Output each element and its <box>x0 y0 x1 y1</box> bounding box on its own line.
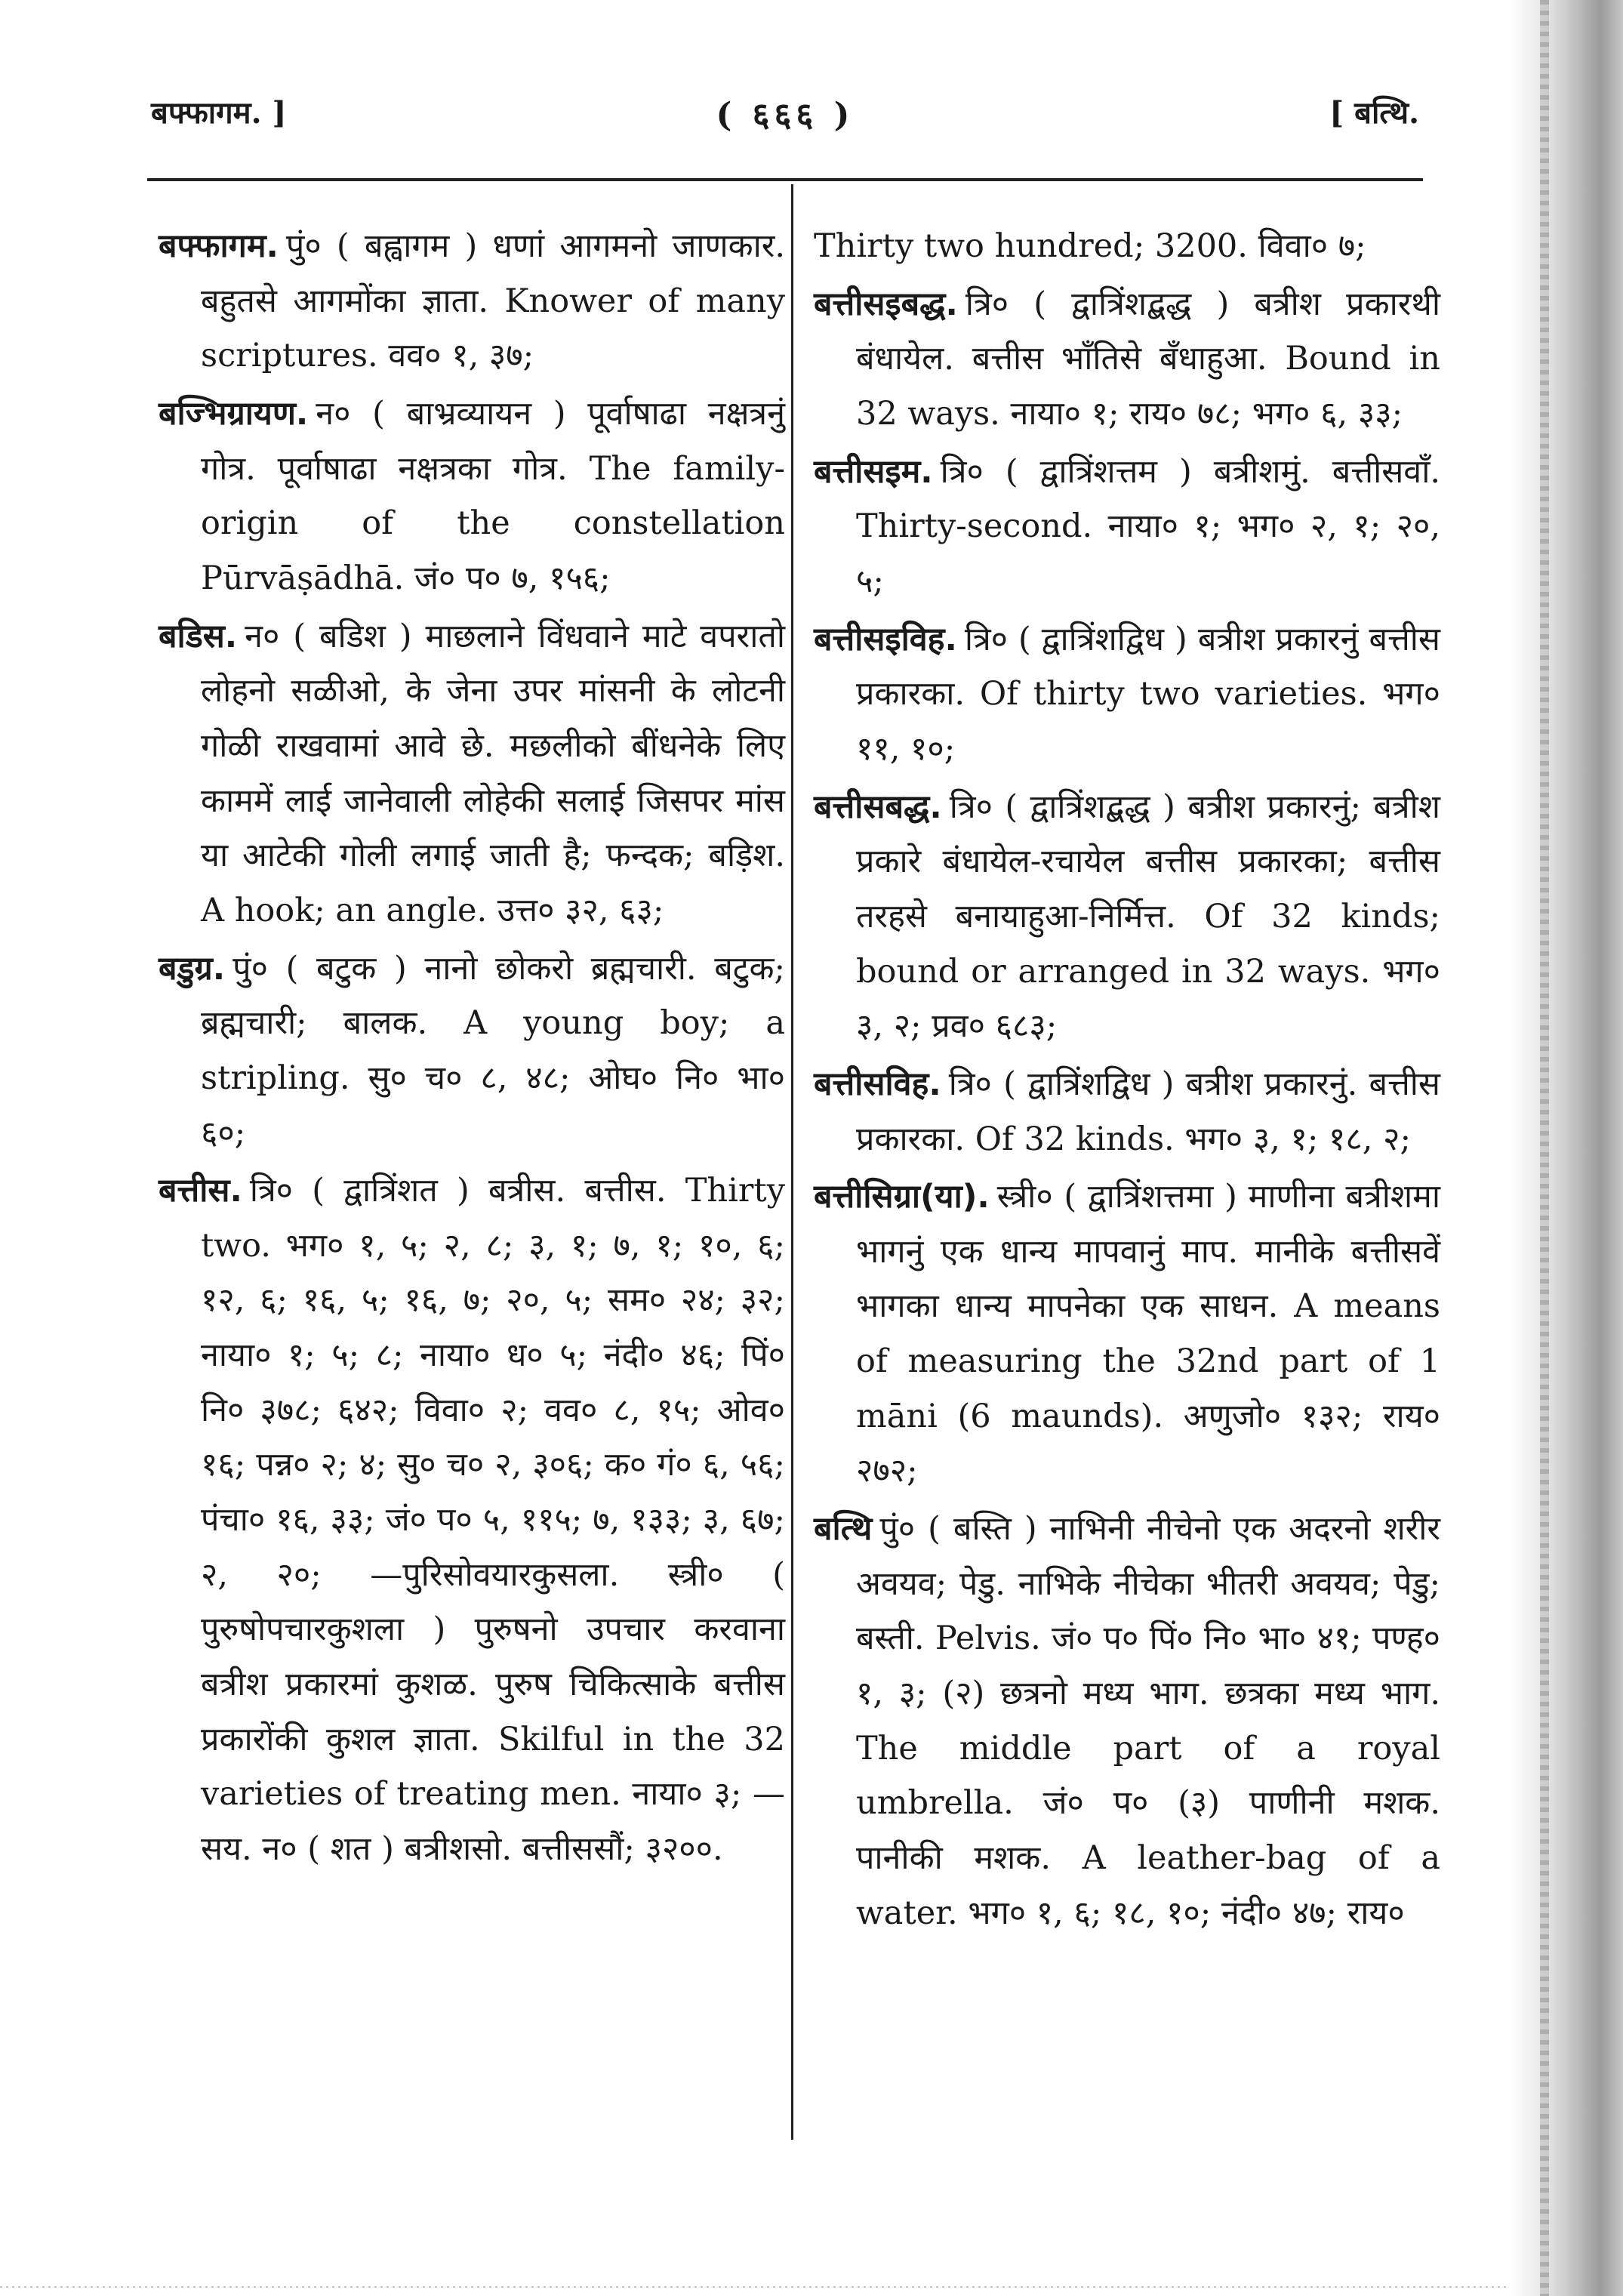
entry <box>814 1170 1440 1499</box>
entry-headword: बत्तीसबद्ध. <box>814 787 942 826</box>
entry-text: पुं० ( बस्ति ) नाभिनी नीचेनो एक अदरनो शरीर अवयव; पेडु. नाभिके नीचेका भीतरी अवयव; पेडु; बस्ती. Pelvis. जं० प० पिं० नि० भा० ४१; पण्ह० १, ३; (२) छत्रनो मध्य भाग. छत्रका मध्य भाग. The middle part of a royal umbrella. जं० प० (३) पाणीनी मशक. पानीकी मशक. A leather-bag of a water. भग० १, ६; १८, १०; नंदी० ४७; राय० <box>856 1510 1440 1932</box>
entry-headword: बज्भिग्रायण. <box>159 394 309 433</box>
entry-text: त्रि० ( द्वात्रिंशत्तम ) बत्रीशमुं. बत्तीसवाँ. Thirty-second. नाया० १; भग० २, १; २०, ५; <box>856 452 1440 600</box>
entry <box>814 1502 1440 1940</box>
entry <box>159 219 785 384</box>
scan-bottom-edge <box>0 2286 1510 2288</box>
header-left-guideword: बफ्फागम. ] <box>151 95 287 131</box>
entry-text: पुं० ( बटुक ) नानो छोकरो ब्रह्मचारी. बटुक; ब्रह्मचारी; बालक. A young boy; a stripling. सु० च० ८, ४८; ओघ० नि० भा० ६०; <box>201 949 785 1152</box>
entry-headword: बडुग्र. <box>159 949 226 988</box>
entry-headword: बत्तीसिग्रा(या). <box>814 1178 990 1216</box>
entry <box>814 1057 1440 1166</box>
entry <box>814 277 1440 442</box>
entry <box>159 387 785 606</box>
entry-text: त्रि० ( द्वात्रिंशद्बद्ध ) बत्रीश प्रकारनुं; बत्रीश प्रकारे बंधायेल-रचायेल बत्तीस प्रकारका; बत्तीस तरहसे बनायाहुआ-निर्मित्त. Of 32 kinds; bound or arranged in 32 ways. भग० ३, २; प्रव० ६८३; <box>856 787 1440 1046</box>
entry-text: पुं० ( बह्वागम ) धणां आगमनो जाणकार. बहुतसे आगमोंका ज्ञाता. Knower of many scriptures. वव० १, ३७; <box>201 227 785 375</box>
entry-text: त्रि० ( द्वात्रिंशद्बद्ध ) बत्रीश प्रकारथी बंधायेल. बत्तीस भाँतिसे बँधाहुआ. Bound in 32 ways. नाया० १; राय० ७८; भग० ६, ३३; <box>856 285 1440 433</box>
entry-headword: बत्तीसइम. <box>814 452 933 491</box>
entry-text: स्त्री० ( द्वात्रिंशत्तमा ) माणीना बत्रीशमा भागनुं एक धान्य मापवानुं माप. मानीके बत्तीसवें भागका धान्य मापनेका एक साधन. A means of measuring the 32nd part of 1 māni (6 maunds). अणुजो० १३२; राय० २७२; <box>856 1178 1440 1490</box>
entry-headword: बत्तीसइबद्ध. <box>814 285 958 323</box>
entry-headword: बत्थि <box>814 1510 873 1549</box>
entry-text: Thirty two hundred; 3200. विवा० ७; <box>814 227 1366 265</box>
entry-text: न० ( बडिश ) माछलाने विंधवाने माटे वपरातो लोहनो सळीओ, के जेना उपर मांसनी के लोटनी गोळी राखवामां आवे छे. मछलीको बींधनेके लिए काममें लाई जानेवाली लोहेकी सलाई जिसपर मांस या आटेकी गोली लगाई जाती है; फन्दक; बड़िश. A hook; an angle. उत्त० ३२, ६३; <box>201 617 785 929</box>
entry-headword: बत्तीसविह. <box>814 1065 941 1103</box>
entry-text: त्रि० ( द्वात्रिंशत ) बत्रीस. बत्तीस. Thirty two. भग० १, ५; २, ८; ३, १; ७, १; १०, ६; १२, ६; १६, ५; १६, ७; २०, ५; सम० २४; ३२; नाया० १; ५; ८; नाया० ध० ५; नंदी० ४६; पिं० नि० ३७८; ६४२; विवा० २; वव० ८, १५; ओव० १६; पन्न० २; ४; सु० च० २, ३०६; क० गं० ६, ५६; पंचा० १६, ३३; जं० प० ५, ११५; ७, १३३; ३, ६७; २, २०; —पुरिसोवयारकुसला. स्त्री० ( पुरुषोपचारकुशला ) पुरुषनो उपचार करवाना बत्रीश प्रकारमां कुशळ. पुरुष चिकित्साके बत्तीस प्रकारोंकी कुशल ज्ञाता. Skilful in the 32 varieties of treating men. नाया० ३; —सय. न० ( शत ) बत्रीशसो. बत्तीससौं; ३२००. <box>201 1172 785 1869</box>
left-column <box>159 219 785 1880</box>
entry-headword: बफ्फागम. <box>159 227 279 265</box>
entry <box>159 942 785 1161</box>
column-divider <box>791 184 793 2140</box>
entry-headword: बत्तीसइविह. <box>814 620 957 658</box>
entry-headword: बत्तीस. <box>159 1172 242 1210</box>
entry <box>814 612 1440 777</box>
entry-text: न० ( बाभ्रव्यायन ) पूर्वाषाढा नक्षत्रनुं गोत्र. पूर्वाषाढा नक्षत्रका गोत्र. The family-origin of the constellation Pūrvāṣādhā. जं० प० ७, १५६; <box>201 394 785 597</box>
page-header <box>151 91 1419 136</box>
entry <box>814 445 1440 609</box>
page-number: ( ६६६ ) <box>716 96 855 134</box>
entry-text: त्रि० ( द्वात्रिंशद्विध ) बत्रीश प्रकारनुं बत्तीस प्रकारका. Of thirty two varieties. भग० ११, १०; <box>856 620 1440 768</box>
entry-continuation <box>814 219 1440 274</box>
entry <box>159 1163 785 1877</box>
entry <box>814 780 1440 1054</box>
scan-binding-edge <box>1510 0 1623 2296</box>
header-rule <box>147 178 1423 181</box>
right-column <box>814 219 1440 1943</box>
entry-text: त्रि० ( द्वात्रिंशद्विध ) बत्रीश प्रकारनुं. बत्तीस प्रकारका. Of 32 kinds. भग० ३, १; १८, २; <box>856 1065 1440 1158</box>
entry <box>159 609 785 938</box>
header-right-guideword: [ बत्थि. <box>1329 95 1419 131</box>
entry-headword: बडिस. <box>159 617 238 655</box>
